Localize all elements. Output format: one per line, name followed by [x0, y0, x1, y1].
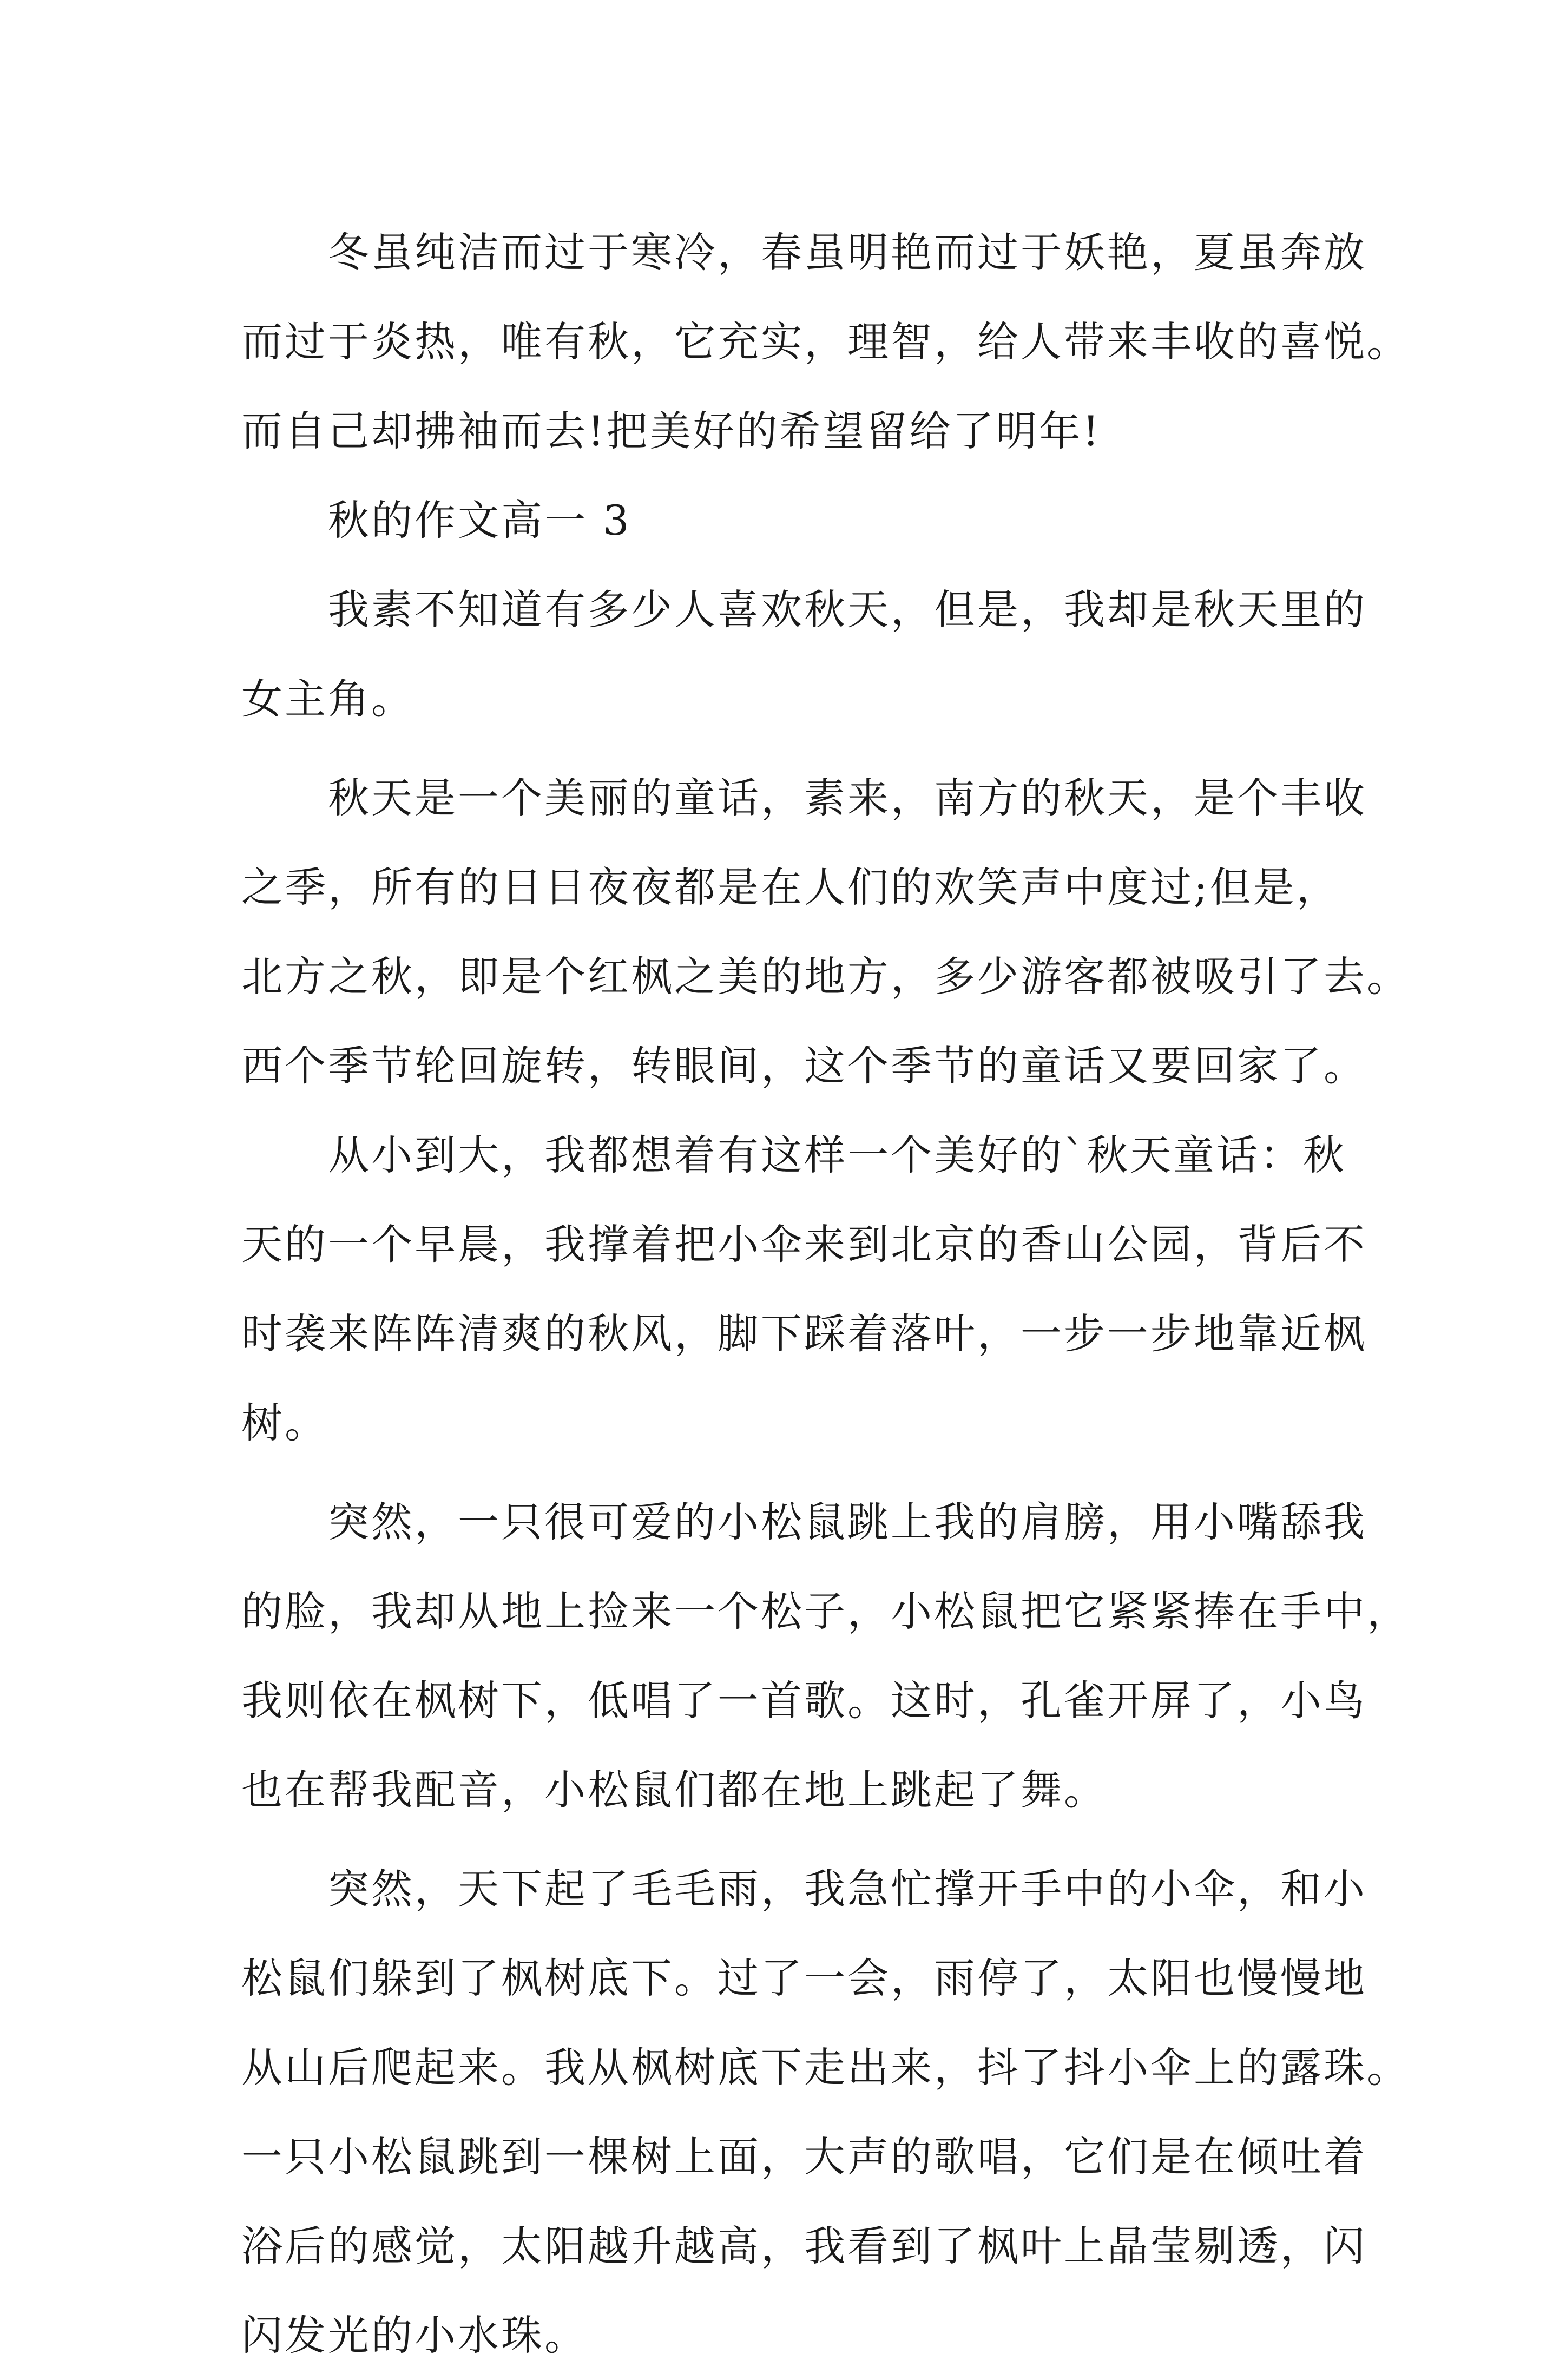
- text-line: 我素不知道有多少人喜欢秋天，但是，我却是秋天里的: [241, 586, 1367, 634]
- paragraph-gap: [241, 1835, 1345, 1844]
- text-line: 树。: [241, 1399, 328, 1447]
- document-body: [241, 208, 1410, 2380]
- text-line: 从小到大，我都想着有这样一个美好的`秋天童话：秋: [241, 1131, 1346, 1179]
- text-line: 之季，所有的日日夜夜都是在人们的欢笑声中度过;但是，: [241, 863, 1340, 911]
- text-line: 我则依在枫树下，低唱了一首歌。这时，孔雀开屏了，小鸟: [241, 1676, 1367, 1725]
- text-line: 冬虽纯洁而过于寒冷，春虽明艳而过于妖艳，夏虽奔放: [241, 228, 1367, 277]
- text-line: 女主角。: [241, 675, 414, 723]
- text-line: 而过于炎热，唯有秋，它充实，理智，给人带来丰收的喜悦。: [241, 318, 1410, 366]
- text-line: 浴后的感觉，太阳越升越高，我看到了枫叶上晶莹剔透，闪: [241, 2222, 1367, 2270]
- text-line: 西个季节轮回旋转，转眼间，这个季节的童话又要回家了。: [241, 1042, 1367, 1090]
- text-line: 天的一个早晨，我撑着把小伞来到北京的香山公园，背后不: [241, 1220, 1367, 1268]
- text-line: 秋天是一个美丽的童话，素来，南方的秋天，是个丰收: [241, 774, 1367, 822]
- paragraph: [241, 1477, 1410, 1835]
- paragraph: [241, 753, 1410, 1110]
- text-line: 突然，一只很可爱的小松鼠跳上我的肩膀，用小嘴舔我: [241, 1498, 1367, 1546]
- text-line: 松鼠们躲到了枫树底下。过了一会，雨停了，太阳也慢慢地: [241, 1954, 1367, 2002]
- text-line: 突然，天下起了毛毛雨，我急忙撑开手中的小伞，和小: [241, 1865, 1367, 1913]
- text-line: 而自己却拂袖而去!把美好的希望留给了明年!: [241, 407, 1102, 455]
- text-line: 时袭来阵阵清爽的秋风，脚下踩着落叶，一步一步地靠近枫: [241, 1310, 1367, 1358]
- text-line: 的脸，我却从地上捡来一个松子，小松鼠把它紧紧捧在手中，: [241, 1587, 1410, 1635]
- text-line: 也在帮我配音，小松鼠们都在地上跳起了舞。: [241, 1766, 1107, 1814]
- paragraph: [241, 565, 1367, 744]
- paragraph-gap: [241, 744, 1345, 753]
- heading-text: 秋的作文高一 3: [241, 496, 631, 544]
- paragraph-gap: [241, 1468, 1345, 1477]
- paragraph: [241, 1110, 1367, 1468]
- text-line: 从山后爬起来。我从枫树底下走出来，抖了抖小伞上的露珠。: [241, 2043, 1410, 2092]
- text-line: 一只小松鼠跳到一棵树上面，大声的歌唱，它们是在倾吐着: [241, 2133, 1367, 2181]
- section-heading: [241, 476, 1345, 565]
- paragraph: [241, 1844, 1410, 2380]
- text-line: 闪发光的小水珠。: [241, 2311, 588, 2359]
- text-line: 北方之秋，即是个红枫之美的地方，多少游客都被吸引了去。: [241, 952, 1410, 1001]
- paragraph: [241, 208, 1410, 476]
